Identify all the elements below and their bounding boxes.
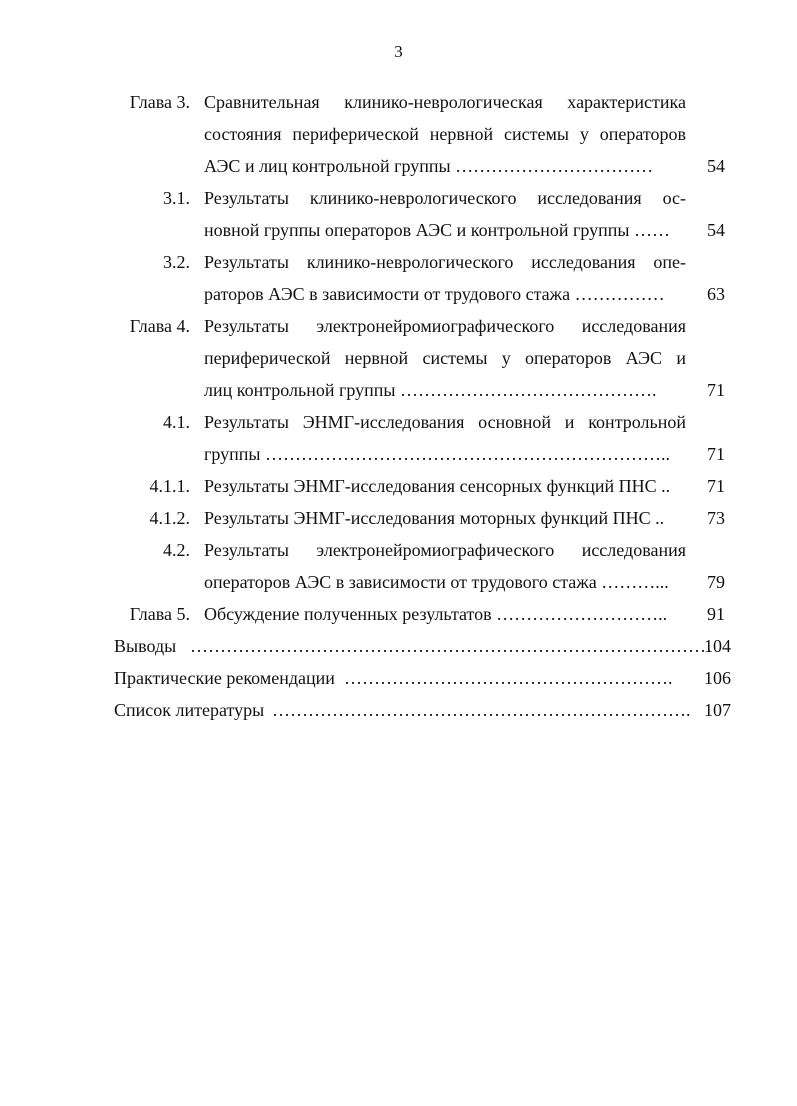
toc-line: операторов АЭС в зависимости от трудового стажа ………... <box>204 572 669 592</box>
toc-page: 79 <box>707 572 725 592</box>
toc-line: Результаты ЭНМГ-исследования основной и контрольной <box>204 412 686 432</box>
toc-title: Список литературы <box>114 700 265 720</box>
toc-line: лиц контрольной группы ……………………………………. <box>204 380 657 400</box>
toc-dots: ………………………………………………. <box>344 668 673 688</box>
toc-line: раторов АЭС в зависимости от трудового стажа …………… <box>204 284 665 304</box>
toc-page: 73 <box>707 508 725 528</box>
page-number: 3 <box>394 42 403 61</box>
toc-line: новной группы операторов АЭС и контрольной группы …… <box>204 220 671 240</box>
toc-page: 71 <box>707 476 725 496</box>
toc-label: 4.1.1. <box>149 476 190 496</box>
toc-line: Результаты ЭНМГ-исследования моторных функций ПНС .. <box>204 508 665 528</box>
toc-line: Результаты клинико-неврологического исследования ос- <box>204 188 686 208</box>
toc-page: 71 <box>707 444 725 464</box>
toc-label: 4.1.2. <box>149 508 190 528</box>
toc-line: Результаты клинико-неврологического исследования опе- <box>204 252 686 272</box>
toc-line: группы ………………………………………………………….. <box>204 444 671 464</box>
toc-page: 91 <box>707 604 725 624</box>
toc-label: 4.1. <box>163 412 190 432</box>
toc-line: Результаты ЭНМГ-исследования сенсорных функций ПНС .. <box>204 476 671 496</box>
toc-page: 54 <box>707 156 725 176</box>
toc-line: Результаты электронейромиографического исследования <box>204 540 686 560</box>
toc-label: Глава 4. <box>129 316 190 336</box>
toc-page: 71 <box>707 380 725 400</box>
toc-label: 3.2. <box>163 252 190 272</box>
toc-title: Практические рекомендации <box>114 668 335 688</box>
toc-page: 107 <box>704 700 731 720</box>
toc-line: АЭС и лиц контрольной группы …………………………… <box>204 156 654 176</box>
toc-page: 54 <box>707 220 725 240</box>
toc-label: 3.1. <box>163 188 190 208</box>
toc-page: 63 <box>707 284 725 304</box>
toc-line: Обсуждение полученных результатов ……………………….. <box>204 604 668 624</box>
toc-dots: …………………………………………………………………………… <box>190 636 712 656</box>
toc-page: 104 <box>704 636 731 656</box>
toc-label: Глава 5. <box>129 604 190 624</box>
toc-label: 4.2. <box>163 540 190 560</box>
toc-page: 106 <box>704 668 731 688</box>
toc-title: Выводы <box>114 636 177 656</box>
toc-dots: ……………………………………………………………. <box>272 700 691 720</box>
toc-line: состояния периферической нервной системы у операторов <box>204 124 686 144</box>
toc-line: периферической нервной системы у операторов АЭС и <box>204 348 686 368</box>
toc-label: Глава 3. <box>129 92 190 112</box>
toc-line: Сравнительная клинико-неврологическая характеристика <box>204 92 686 112</box>
toc-line: Результаты электронейромиографического исследования <box>204 316 686 336</box>
